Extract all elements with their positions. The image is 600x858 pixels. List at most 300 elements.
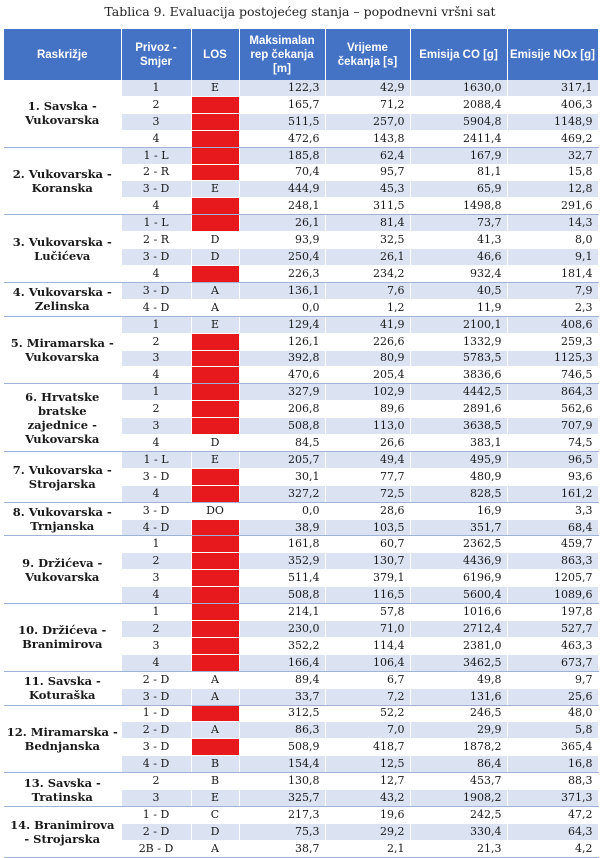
co-emission-cell: 46,6 (410, 249, 507, 266)
wait-time-cell: 130,7 (325, 553, 410, 570)
header-co-emission: Emisija CO [g] (410, 29, 507, 80)
nox-emission-cell: 25,6 (507, 688, 598, 705)
wait-time-cell: 89,6 (325, 401, 410, 418)
wait-time-cell: 143,8 (325, 130, 410, 147)
max-queue-cell: 217,3 (239, 806, 325, 823)
nox-emission-cell: 469,2 (507, 130, 598, 147)
co-emission-cell: 3836,6 (410, 367, 507, 384)
wait-time-cell: 234,2 (325, 265, 410, 282)
los-cell: A (191, 688, 239, 705)
los-cell: F (191, 536, 239, 553)
nox-emission-cell: 259,3 (507, 333, 598, 350)
max-queue-cell: 166,4 (239, 654, 325, 671)
approach-cell: 2 (121, 333, 191, 350)
los-cell: F (191, 705, 239, 722)
wait-time-cell: 72,5 (325, 485, 410, 502)
table-row (4, 147, 598, 164)
nox-emission-cell: 365,4 (507, 739, 598, 756)
approach-cell: 3 - D (121, 181, 191, 198)
max-queue-cell: 0,0 (239, 502, 325, 519)
wait-time-cell: 379,1 (325, 570, 410, 587)
los-cell: A (191, 282, 239, 299)
nox-emission-cell: 14,3 (507, 215, 598, 232)
approach-cell: 2B - D (121, 840, 191, 857)
header-los: LOS (191, 29, 239, 80)
intersection-name: 6. Hrvatske bratske zajednice - Vukovarska (4, 384, 121, 452)
co-emission-cell: 40,5 (410, 282, 507, 299)
nox-emission-cell: 8,0 (507, 232, 598, 249)
los-cell: F (191, 570, 239, 587)
los-cell: F (191, 621, 239, 638)
nox-emission-cell: 88,3 (507, 773, 598, 790)
intersection-name: 1. Savska - Vukovarska (4, 80, 121, 147)
max-queue-cell: 250,4 (239, 249, 325, 266)
los-cell: F (191, 604, 239, 621)
max-queue-cell: 136,1 (239, 282, 325, 299)
wait-time-cell: 418,7 (325, 739, 410, 756)
approach-cell: 1 (121, 604, 191, 621)
max-queue-cell: 129,4 (239, 316, 325, 333)
wait-time-cell: 12,7 (325, 773, 410, 790)
los-cell: F (191, 519, 239, 536)
nox-emission-cell: 16,8 (507, 756, 598, 773)
max-queue-cell: 205,7 (239, 451, 325, 468)
co-emission-cell: 131,6 (410, 688, 507, 705)
nox-emission-cell: 459,7 (507, 536, 598, 553)
los-cell: A (191, 299, 239, 316)
co-emission-cell: 1630,0 (410, 80, 507, 96)
approach-cell: 4 (121, 265, 191, 282)
wait-time-cell: 41,9 (325, 316, 410, 333)
los-cell: F (191, 113, 239, 130)
nox-emission-cell: 1089,6 (507, 587, 598, 604)
approach-cell: 3 - D (121, 502, 191, 519)
table-row (4, 384, 598, 401)
wait-time-cell: 103,5 (325, 519, 410, 536)
wait-time-cell: 113,0 (325, 418, 410, 435)
los-cell: F (191, 96, 239, 113)
los-cell: C (191, 806, 239, 823)
nox-emission-cell: 96,5 (507, 451, 598, 468)
co-emission-cell: 86,4 (410, 756, 507, 773)
los-cell: B (191, 773, 239, 790)
max-queue-cell: 93,9 (239, 232, 325, 249)
nox-emission-cell: 746,5 (507, 367, 598, 384)
table-row (4, 451, 598, 468)
wait-time-cell: 226,6 (325, 333, 410, 350)
los-cell: A (191, 722, 239, 739)
wait-time-cell: 43,2 (325, 790, 410, 807)
nox-emission-cell: 463,3 (507, 637, 598, 654)
los-cell: A (191, 671, 239, 688)
wait-time-cell: 6,7 (325, 671, 410, 688)
intersection-name: 8. Vukovarska - Trnjanska (4, 502, 121, 536)
wait-time-cell: 95,7 (325, 164, 410, 181)
approach-cell: 2 - R (121, 232, 191, 249)
approach-cell: 2 - R (121, 164, 191, 181)
nox-emission-cell: 9,1 (507, 249, 598, 266)
co-emission-cell: 16,9 (410, 502, 507, 519)
approach-cell: 4 - D (121, 519, 191, 536)
approach-cell: 1 (121, 384, 191, 401)
max-queue-cell: 89,4 (239, 671, 325, 688)
los-cell: F (191, 739, 239, 756)
approach-cell: 4 (121, 485, 191, 502)
intersection-name: 11. Savska - Koturaška (4, 671, 121, 705)
wait-time-cell: 7,0 (325, 722, 410, 739)
los-cell: A (191, 840, 239, 857)
los-cell: E (191, 451, 239, 468)
co-emission-cell: 21,3 (410, 840, 507, 857)
wait-time-cell: 1,2 (325, 299, 410, 316)
wait-time-cell: 71,2 (325, 96, 410, 113)
max-queue-cell: 327,9 (239, 384, 325, 401)
intersection-name: 14. Branimirova - Strojarska (4, 806, 121, 857)
wait-time-cell: 42,9 (325, 80, 410, 96)
nox-emission-cell: 1205,7 (507, 570, 598, 587)
max-queue-cell: 165,7 (239, 96, 325, 113)
co-emission-cell: 3638,5 (410, 418, 507, 435)
approach-cell: 4 (121, 198, 191, 215)
wait-time-cell: 80,9 (325, 350, 410, 367)
max-queue-cell: 327,2 (239, 485, 325, 502)
nox-emission-cell: 32,7 (507, 147, 598, 164)
table-row (4, 316, 598, 333)
table-row (4, 705, 598, 722)
los-cell: F (191, 418, 239, 435)
los-cell: F (191, 147, 239, 164)
nox-emission-cell: 4,2 (507, 840, 598, 857)
nox-emission-cell: 317,1 (507, 80, 598, 96)
los-cell: F (191, 215, 239, 232)
max-queue-cell: 130,8 (239, 773, 325, 790)
approach-cell: 1 - L (121, 215, 191, 232)
co-emission-cell: 2088,4 (410, 96, 507, 113)
max-queue-cell: 444,9 (239, 181, 325, 198)
header-intersection: Raskrižje (4, 29, 121, 80)
los-cell: F (191, 198, 239, 215)
nox-emission-cell: 3,3 (507, 502, 598, 519)
wait-time-cell: 106,4 (325, 654, 410, 671)
co-emission-cell: 2381,0 (410, 637, 507, 654)
los-cell: F (191, 401, 239, 418)
co-emission-cell: 2891,6 (410, 401, 507, 418)
los-cell: F (191, 333, 239, 350)
approach-cell: 1 - L (121, 147, 191, 164)
co-emission-cell: 828,5 (410, 485, 507, 502)
co-emission-cell: 3462,5 (410, 654, 507, 671)
intersection-name: 13. Savska - Tratinska (4, 773, 121, 807)
los-cell: F (191, 637, 239, 654)
los-cell: F (191, 164, 239, 181)
los-cell: F (191, 384, 239, 401)
table-row (4, 806, 598, 823)
approach-cell: 1 - D (121, 806, 191, 823)
co-emission-cell: 2411,4 (410, 130, 507, 147)
wait-time-cell: 7,2 (325, 688, 410, 705)
co-emission-cell: 242,5 (410, 806, 507, 823)
nox-emission-cell: 863,3 (507, 553, 598, 570)
intersection-name: 5. Miramarska - Vukovarska (4, 316, 121, 384)
max-queue-cell: 84,5 (239, 435, 325, 452)
wait-time-cell: 102,9 (325, 384, 410, 401)
co-emission-cell: 480,9 (410, 468, 507, 485)
max-queue-cell: 230,0 (239, 621, 325, 638)
co-emission-cell: 383,1 (410, 435, 507, 452)
wait-time-cell: 26,1 (325, 249, 410, 266)
co-emission-cell: 1908,2 (410, 790, 507, 807)
wait-time-cell: 77,7 (325, 468, 410, 485)
table-row (4, 536, 598, 553)
approach-cell: 1 (121, 316, 191, 333)
nox-emission-cell: 2,3 (507, 299, 598, 316)
header-max-queue: Maksimalan rep čekanja [m] (239, 29, 325, 80)
nox-emission-cell: 9,7 (507, 671, 598, 688)
co-emission-cell: 11,9 (410, 299, 507, 316)
los-cell: F (191, 587, 239, 604)
max-queue-cell: 75,3 (239, 823, 325, 840)
max-queue-cell: 248,1 (239, 198, 325, 215)
wait-time-cell: 71,0 (325, 621, 410, 638)
max-queue-cell: 126,1 (239, 333, 325, 350)
approach-cell: 1 - D (121, 705, 191, 722)
approach-cell: 3 (121, 113, 191, 130)
max-queue-cell: 325,7 (239, 790, 325, 807)
approach-cell: 3 - D (121, 282, 191, 299)
max-queue-cell: 470,6 (239, 367, 325, 384)
max-queue-cell: 0,0 (239, 299, 325, 316)
approach-cell: 2 (121, 401, 191, 418)
approach-cell: 2 (121, 773, 191, 790)
co-emission-cell: 6196,9 (410, 570, 507, 587)
co-emission-cell: 246,5 (410, 705, 507, 722)
max-queue-cell: 185,8 (239, 147, 325, 164)
wait-time-cell: 57,8 (325, 604, 410, 621)
co-emission-cell: 2712,4 (410, 621, 507, 638)
co-emission-cell: 29,9 (410, 722, 507, 739)
table-body (4, 80, 598, 857)
approach-cell: 3 (121, 570, 191, 587)
nox-emission-cell: 48,0 (507, 705, 598, 722)
table-row (4, 80, 598, 96)
approach-cell: 3 (121, 418, 191, 435)
max-queue-cell: 511,5 (239, 113, 325, 130)
wait-time-cell: 114,4 (325, 637, 410, 654)
approach-cell: 2 (121, 96, 191, 113)
los-cell: B (191, 756, 239, 773)
table-row (4, 502, 598, 519)
max-queue-cell: 122,3 (239, 80, 325, 96)
nox-emission-cell: 1148,9 (507, 113, 598, 130)
max-queue-cell: 214,1 (239, 604, 325, 621)
approach-cell: 1 (121, 80, 191, 96)
approach-cell: 3 - D (121, 249, 191, 266)
nox-emission-cell: 408,6 (507, 316, 598, 333)
nox-emission-cell: 161,2 (507, 485, 598, 502)
los-cell: E (191, 790, 239, 807)
max-queue-cell: 511,4 (239, 570, 325, 587)
nox-emission-cell: 47,2 (507, 806, 598, 823)
co-emission-cell: 1878,2 (410, 739, 507, 756)
approach-cell: 4 (121, 367, 191, 384)
nox-emission-cell: 68,4 (507, 519, 598, 536)
co-emission-cell: 49,8 (410, 671, 507, 688)
wait-time-cell: 205,4 (325, 367, 410, 384)
los-cell: F (191, 367, 239, 384)
approach-cell: 3 (121, 350, 191, 367)
los-cell: F (191, 654, 239, 671)
nox-emission-cell: 12,8 (507, 181, 598, 198)
co-emission-cell: 5783,5 (410, 350, 507, 367)
nox-emission-cell: 406,3 (507, 96, 598, 113)
nox-emission-cell: 15,8 (507, 164, 598, 181)
wait-time-cell: 29,2 (325, 823, 410, 840)
wait-time-cell: 116,5 (325, 587, 410, 604)
header-approach: Privoz - Smjer (121, 29, 191, 80)
los-cell: D (191, 249, 239, 266)
nox-emission-cell: 864,3 (507, 384, 598, 401)
approach-cell: 4 - D (121, 756, 191, 773)
co-emission-cell: 1016,6 (410, 604, 507, 621)
table-row (4, 604, 598, 621)
wait-time-cell: 52,2 (325, 705, 410, 722)
nox-emission-cell: 707,9 (507, 418, 598, 435)
co-emission-cell: 5904,8 (410, 113, 507, 130)
co-emission-cell: 4436,9 (410, 553, 507, 570)
intersection-name: 3. Vukovarska - Lučićeva (4, 215, 121, 283)
table-row (4, 282, 598, 299)
approach-cell: 2 - D (121, 722, 191, 739)
max-queue-cell: 352,9 (239, 553, 325, 570)
approach-cell: 4 - D (121, 299, 191, 316)
max-queue-cell: 508,8 (239, 418, 325, 435)
co-emission-cell: 330,4 (410, 823, 507, 840)
nox-emission-cell: 197,8 (507, 604, 598, 621)
approach-cell: 3 - D (121, 739, 191, 756)
los-cell: D (191, 435, 239, 452)
nox-emission-cell: 562,6 (507, 401, 598, 418)
wait-time-cell: 62,4 (325, 147, 410, 164)
intersection-name: 12. Miramarska - Bednjanska (4, 705, 121, 773)
header-row (4, 29, 598, 80)
intersection-name: 4. Vukovarska - Zelinska (4, 282, 121, 316)
nox-emission-cell: 181,4 (507, 265, 598, 282)
approach-cell: 2 - D (121, 671, 191, 688)
approach-cell: 2 (121, 553, 191, 570)
approach-cell: 4 (121, 587, 191, 604)
co-emission-cell: 1332,9 (410, 333, 507, 350)
approach-cell: 4 (121, 435, 191, 452)
co-emission-cell: 81,1 (410, 164, 507, 181)
max-queue-cell: 352,2 (239, 637, 325, 654)
los-cell: E (191, 181, 239, 198)
max-queue-cell: 508,9 (239, 739, 325, 756)
co-emission-cell: 495,9 (410, 451, 507, 468)
max-queue-cell: 26,1 (239, 215, 325, 232)
wait-time-cell: 19,6 (325, 806, 410, 823)
max-queue-cell: 86,3 (239, 722, 325, 739)
los-cell: F (191, 265, 239, 282)
table-row (4, 671, 598, 688)
header-wait-time: Vrijeme čekanja [s] (325, 29, 410, 80)
wait-time-cell: 12,5 (325, 756, 410, 773)
wait-time-cell: 311,5 (325, 198, 410, 215)
approach-cell: 1 (121, 536, 191, 553)
wait-time-cell: 81,4 (325, 215, 410, 232)
table-row (4, 773, 598, 790)
los-cell: DO (191, 502, 239, 519)
max-queue-cell: 206,8 (239, 401, 325, 418)
nox-emission-cell: 74,5 (507, 435, 598, 452)
co-emission-cell: 932,4 (410, 265, 507, 282)
los-cell: E (191, 316, 239, 333)
intersection-name: 9. Držićeva - Vukovarska (4, 536, 121, 604)
co-emission-cell: 4442,5 (410, 384, 507, 401)
max-queue-cell: 38,9 (239, 519, 325, 536)
co-emission-cell: 1498,8 (410, 198, 507, 215)
approach-cell: 3 - D (121, 468, 191, 485)
nox-emission-cell: 93,6 (507, 468, 598, 485)
table-caption: Tablica 9. Evaluacija postojećeg stanja – popodnevni vršni sat (104, 4, 496, 19)
wait-time-cell: 45,3 (325, 181, 410, 198)
co-emission-cell: 5600,4 (410, 587, 507, 604)
table-row (4, 215, 598, 232)
approach-cell: 3 - D (121, 688, 191, 705)
max-queue-cell: 38,7 (239, 840, 325, 857)
approach-cell: 2 (121, 621, 191, 638)
wait-time-cell: 32,5 (325, 232, 410, 249)
los-cell: E (191, 80, 239, 96)
co-emission-cell: 453,7 (410, 773, 507, 790)
co-emission-cell: 41,3 (410, 232, 507, 249)
approach-cell: 3 (121, 637, 191, 654)
los-cell: D (191, 823, 239, 840)
wait-time-cell: 26,6 (325, 435, 410, 452)
co-emission-cell: 2100,1 (410, 316, 507, 333)
los-cell: F (191, 468, 239, 485)
nox-emission-cell: 527,7 (507, 621, 598, 638)
wait-time-cell: 7,6 (325, 282, 410, 299)
nox-emission-cell: 1125,3 (507, 350, 598, 367)
co-emission-cell: 2362,5 (410, 536, 507, 553)
approach-cell: 4 (121, 654, 191, 671)
nox-emission-cell: 7,9 (507, 282, 598, 299)
nox-emission-cell: 371,3 (507, 790, 598, 807)
max-queue-cell: 161,8 (239, 536, 325, 553)
max-queue-cell: 312,5 (239, 705, 325, 722)
nox-emission-cell: 291,6 (507, 198, 598, 215)
co-emission-cell: 351,7 (410, 519, 507, 536)
max-queue-cell: 392,8 (239, 350, 325, 367)
los-cell: F (191, 553, 239, 570)
approach-cell: 1 - L (121, 451, 191, 468)
intersection-name: 10. Držićeva - Branimirova (4, 604, 121, 672)
max-queue-cell: 30,1 (239, 468, 325, 485)
wait-time-cell: 49,4 (325, 451, 410, 468)
wait-time-cell: 2,1 (325, 840, 410, 857)
co-emission-cell: 167,9 (410, 147, 507, 164)
approach-cell: 3 (121, 790, 191, 807)
header-nox-emission: Emisije NOx [g] (507, 29, 598, 80)
los-cell: F (191, 350, 239, 367)
los-cell: D (191, 232, 239, 249)
evaluation-table (4, 29, 599, 858)
nox-emission-cell: 673,7 (507, 654, 598, 671)
intersection-name: 7. Vukovarska - Strojarska (4, 451, 121, 502)
wait-time-cell: 28,6 (325, 502, 410, 519)
los-cell: F (191, 485, 239, 502)
max-queue-cell: 508,8 (239, 587, 325, 604)
